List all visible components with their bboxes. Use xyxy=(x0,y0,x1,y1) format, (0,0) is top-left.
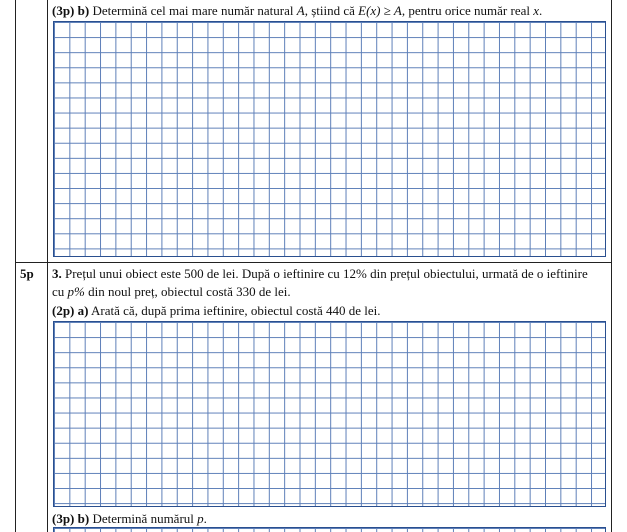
question-3b-text: (3p) b) Determină numărul p. xyxy=(52,511,207,526)
question-3a-text: (2p) a) Arată că, după prima ieftinire, obiectul costă 440 de lei. xyxy=(52,303,381,318)
score-column-divider xyxy=(47,0,48,532)
math-expression: E(x) ≥ A xyxy=(358,3,402,18)
points-label: (3p) xyxy=(52,511,75,526)
part-label: a) xyxy=(77,303,89,318)
problem3-line1: 3. Prețul unui obiect este 500 de lei. După o ieftinire cu 12% din prețul obiectului, urmată de o ieftinire xyxy=(52,266,588,281)
problem3-line2: cu p% din noul preț, obiectul costă 330 de lei. xyxy=(52,284,291,299)
answer-grid-2b[interactable] xyxy=(53,21,606,257)
section-divider xyxy=(15,262,612,263)
answer-grid-3b[interactable] xyxy=(53,527,606,532)
problem-score: 5p xyxy=(20,266,34,281)
points-label: (3p) xyxy=(52,3,75,18)
points-label: (2p) xyxy=(52,303,75,318)
answer-grid-3a[interactable] xyxy=(53,321,606,507)
question-2b-text: (3p) b) Determină cel mai mare număr natural A, știind că E(x) ≥ A, pentru orice număr real x. xyxy=(52,3,543,18)
problem-number: 3. xyxy=(52,266,62,281)
part-label: b) xyxy=(77,3,90,18)
part-label: b) xyxy=(77,511,90,526)
